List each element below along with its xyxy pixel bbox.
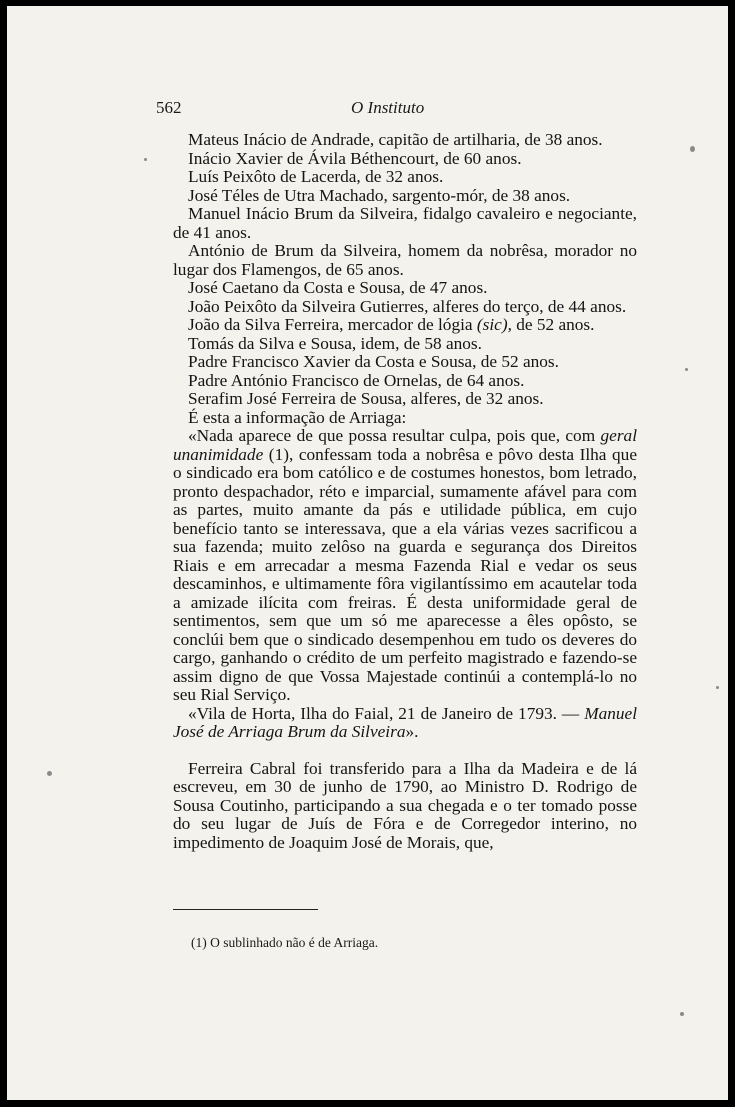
witness-entry: Padre Francisco Xavier da Costa e Sousa, de 52 anos. [188,352,559,371]
witness-text: João da Silva Ferreira, mercador de lógia [188,315,477,334]
journal-title: O Instituto [351,98,425,117]
paper-speck [690,146,695,152]
quote-text: «Nada aparece de que possa resultar culpa, pois que, com [188,426,601,445]
page-sheet [7,6,728,1100]
paper-speck [144,158,147,161]
footnote: (1) O sublinhado não é de Arriaga. [191,935,379,950]
witness-entry: António de Brum da Silveira, homem da nobrêsa, morador no lugar dos Flamengos, de 65 anos. [173,241,637,279]
closing-mark: ». [405,722,419,741]
witness-entry: José Téles de Utra Machado, sargento-mór, de 38 anos. [188,185,571,205]
paper-speck [47,771,52,776]
paper-speck [716,686,719,689]
body-text [173,131,637,852]
witness-entry: Serafim José Ferreira de Sousa, alferes, de 32 anos. [188,389,544,408]
footnote-rule [173,909,318,910]
witness-entry: Manuel Inácio Brum da Silveira, fidalgo cavaleiro e negociante, de 41 anos. [173,204,637,242]
page-number: 562 [156,98,182,117]
quoted-report [173,427,637,705]
intro-line: É esta a informação de Arriaga: [188,407,407,427]
witness-text: de 52 anos. [511,315,595,334]
witness-entry: Tomás da Silva e Sousa, idem, de 58 anos. [188,333,482,353]
quote-text: (1), confessam toda a nobrêsa e pôvo desta Ilha que o sindicado era bom católico e de costumes honestos, bom letrado, pronto despachador, réto e imparcial, sumamente afável para com as partes, muito amante da pás e utilidade pública, em cujo benefício tanto se interessava, que a ela várias vezes sacrificou a sua fazenda; muito zelôso na guarda e segurança dos Direitos Riais e em arrecadar a mesma Fazenda Rial e vedar os seus descaminhos, e ultimamente fôra vigilantíssimo em acautelar toda a amizade ilícita com freiras. É desta uniformidade geral de sentimentos, sem que um só me aparecesse a êles opôsto, se conclúi bem que o sindicado desempenhou em tudo os deveres do cargo, ganhando o crédito de um perfeito magistrado e fazendo-se assim digno de que Vossa Majestade continúi a contemplá-lo no seu Rial Serviço. [173,444,637,704]
signature: Manuel José de Arriaga Brum da Silveira [173,703,637,741]
signoff [173,705,637,742]
witness-entry: Luís Peixôto de Lacerda, de 32 anos. [188,167,444,186]
witness-entry: Mateus Inácio de Andrade, capitão de artilharia, de 38 anos. [188,130,603,149]
underlined-phrase: geral unanimidade [173,426,637,464]
witness-entry: João Peixôto da Silveira Gutierres, alferes do terço, de 44 anos. [188,296,627,316]
witness-entry: Padre António Francisco de Ornelas, de 64 anos. [188,370,525,390]
paper-speck [680,1012,684,1016]
sic-note: (sic), [476,315,512,334]
witness-entry: Inácio Xavier de Ávila Béthencourt, de 60 anos. [188,148,522,168]
closing-paragraph: Ferreira Cabral foi transferido para a Ilha da Madeira e de lá escreveu, em 30 de junho de 1790, ao Ministro D. Rodrigo de Sousa Coutinho, participando a sua chegada e o ter tomado posse do seu lugar de Juís de Fóra e de Corregedor interino, no impedimento de Joaquim José de Morais, que, [173,758,637,852]
paper-speck [685,368,688,371]
running-head [156,98,626,120]
witness-entry [173,316,637,335]
witness-entry: José Caetano da Costa e Sousa, de 47 anos. [188,278,488,297]
place-date: «Vila de Horta, Ilha do Faial, 21 de Janeiro de 1793. — [188,703,585,723]
